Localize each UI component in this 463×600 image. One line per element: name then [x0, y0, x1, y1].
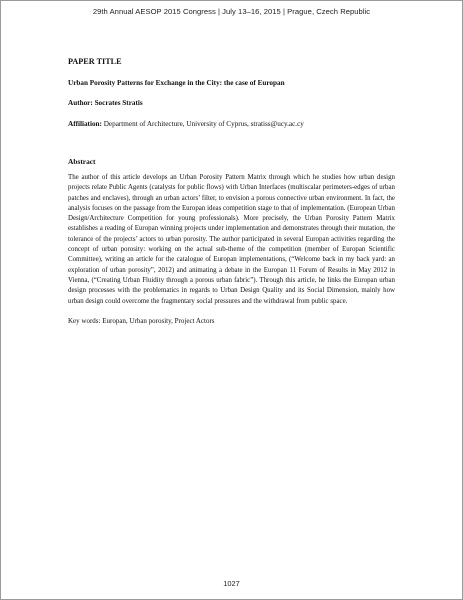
paper-content	[68, 57, 395, 326]
affiliation-line	[68, 120, 395, 129]
section-label: PAPER TITLE	[68, 57, 122, 66]
author-label: Author:	[68, 99, 93, 107]
paper-title: Urban Porosity Patterns for Exchange in the City: the case of Europan	[68, 79, 285, 87]
author-line	[68, 99, 395, 108]
running-header: 29th Annual AESOP 2015 Congress | July 13–16, 2015 | Prague, Czech Republic	[92, 7, 371, 16]
affiliation-label: Affiliation:	[68, 120, 102, 128]
abstract-heading: Abstract	[68, 157, 96, 166]
author-name: Socrates Stratis	[94, 99, 143, 107]
affiliation-text: Department of Architecture, University of Cyprus, stratiss@ucy.ac.cy	[103, 120, 304, 128]
keywords-line: Key words: Europan, Urban porosity, Project Actors	[68, 316, 215, 325]
page-number: 1027	[223, 579, 240, 588]
abstract-text: The author of this article develops an Urban Porosity Pattern Matrix through which he studies how urban design projects relate Public Agents (catalysts for public flows) with Urban Interfaces (multiscalar perimeters-edges of urban patches and enclaves), through an urban actors’ filter, to envision a porous connective urban environment. In fact, the analysis focuses on the passage from the Europan ideas competition stage to that of implementation. (European Urban Design/Architecture Competition for young professionals). More precisely, the Urban Porosity Pattern Matrix establishes a reading of Europan winning projects under implementation and demonstrates through their mutation, the tolerance of the projects’ actors to urban porosity. The author participated in several Europan activities regarding the concept of urban porosity: working on the actual sub-theme of the competition (member of Europan Scientific Committee), writing an article for the catalogue of Europan implementations, (“Welcome back in my back yard: an exploration of urban porosity”, 2012) and animating a debate in the Europan 11 Forum of Results in May 2012 in Vienna, (“Creating Urban Fluidity through a porous urban fabric”). Through this article, he links the Europan urban design processes with the problematics in regards to Urban Design Quality and its Social Dimension, mainly how urban design could overcome the fragmentary social pressures and the withdrawal from public space.	[68, 174, 395, 305]
